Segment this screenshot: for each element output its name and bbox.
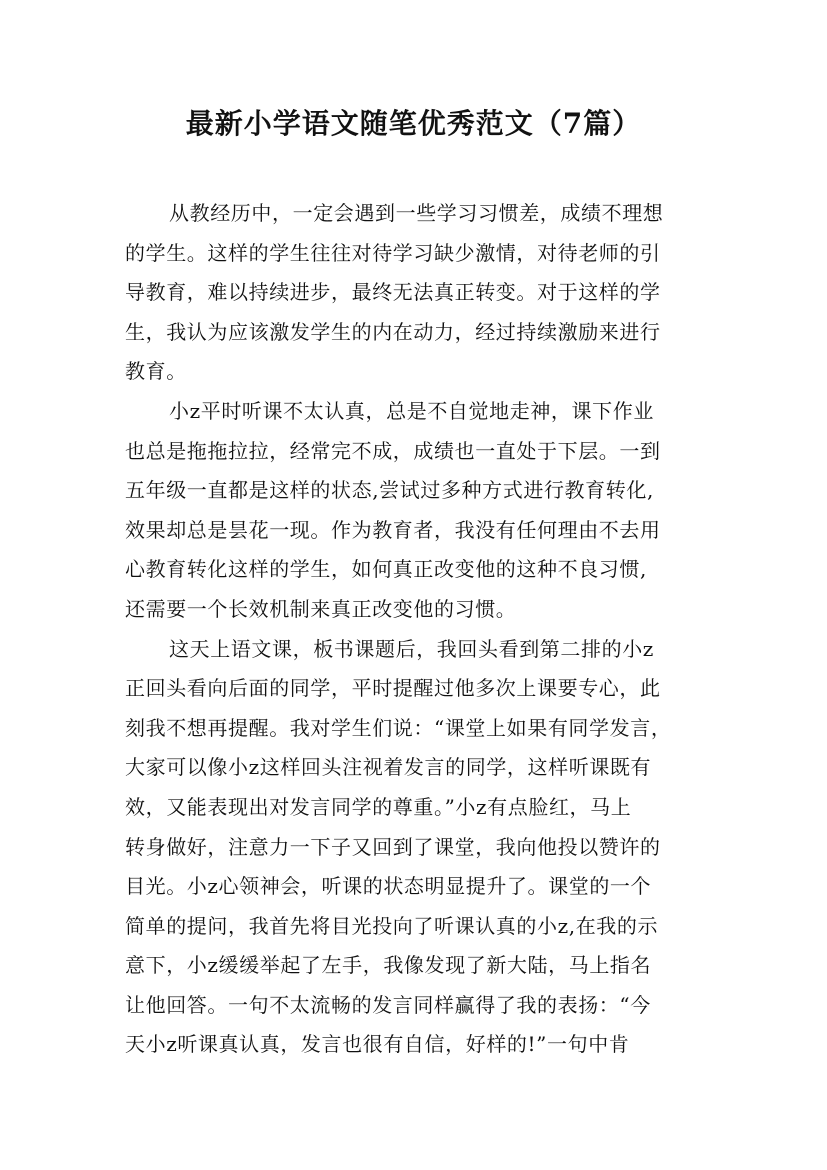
text-line: 目光。小z心领神会，听课的状态明显提升了。课堂的一个 (125, 874, 652, 899)
text-line: 还需要一个长效机制来真正改变他的习惯。 (125, 596, 517, 621)
text-line: 简单的提问，我首先将目光投向了听课认真的小z,在我的示 (125, 913, 659, 938)
text-line: 刻我不想再提醒。我对学生们说：“课堂上如果有同学发言， (125, 715, 672, 740)
text-line: 正回头看向后面的同学，平时提醒过他多次上课要专心，此 (125, 676, 661, 701)
text-line: 意下，小z缓缓举起了左手，我像发现了新大陆，马上指名 (125, 953, 652, 978)
text-line: 五年级一直都是这样的状态,尝试过多种方式进行教育转化, (125, 478, 654, 503)
text-line: 生，我认为应该激发学生的内在动力，经过持续激励来进行 (125, 319, 661, 344)
text-line: 天小z听课真认真，发言也很有自信，好样的!”一句中肯 (125, 1032, 630, 1057)
text-line: 这天上语文课，板书课题后，我回头看到第二排的小z (169, 636, 654, 661)
text-line: 效，又能表现出对发言同学的尊重。”小z有点脸红，马上 (125, 794, 632, 819)
text-line: 让他回答。一句不太流畅的发言同样赢得了我的表扬：“今 (125, 992, 651, 1017)
text-line: 的学生。这样的学生往往对待学习缺少激情，对待老师的引 (125, 240, 661, 265)
text-line: 心教育转化这样的学生，如何真正改变他的这种不良习惯, (125, 557, 647, 582)
document-body (125, 194, 707, 1065)
text-line: 也总是拖拖拉拉，经常完不成，成绩也一直处于下层。一到 (125, 438, 661, 463)
text-line: 效果却总是昙花一现。作为教育者，我没有任何理由不去用 (125, 517, 661, 542)
text-line: 大家可以像小z这样回头注视着发言的同学，这样听课既有 (125, 755, 652, 780)
text-line: 转身做好，注意力一下子又回到了课堂，我向他投以赞许的 (125, 834, 661, 859)
text-line: 从教经历中，一定会遇到一些学习习惯差，成绩不理想 (169, 201, 664, 225)
text-line: 小z平时听课不太认真，总是不自觉地走神，课下作业 (169, 398, 654, 423)
document-title: 最新小学语文随笔优秀范文（7篇） (185, 107, 642, 140)
text-line: 教育。 (125, 359, 187, 384)
text-line: 导教育，难以持续进步，最终无法真正转变。对于这样的学 (125, 280, 661, 305)
